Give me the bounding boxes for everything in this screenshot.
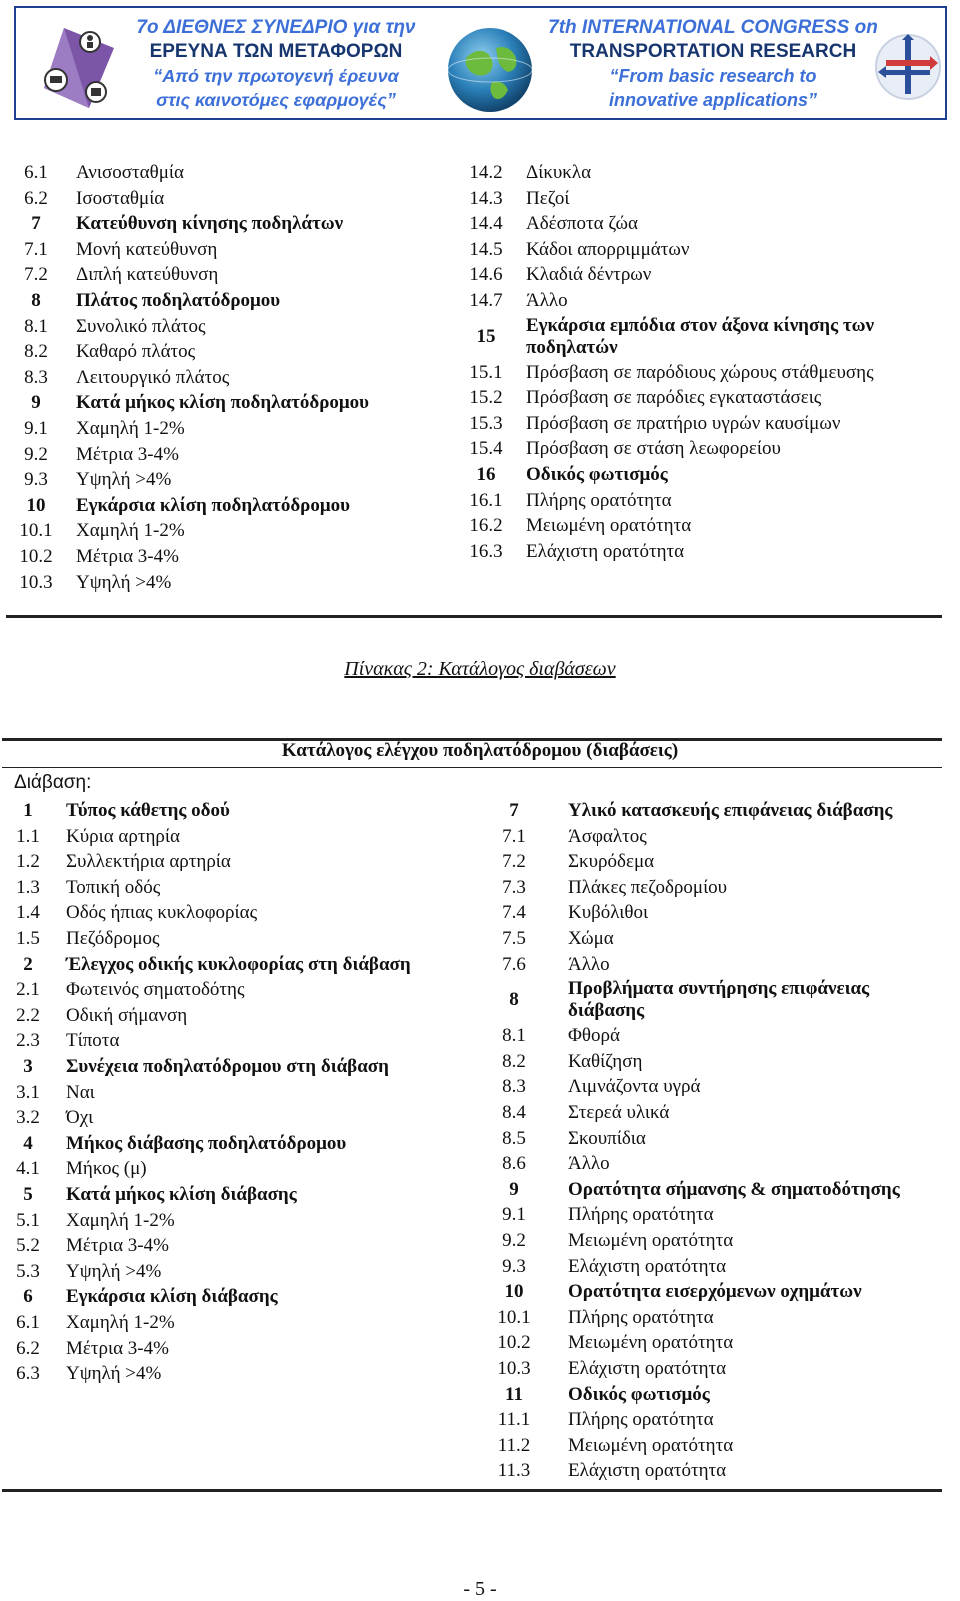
table-row <box>16 262 456 288</box>
row-number: 15.2 <box>469 387 503 409</box>
table-row <box>16 518 456 544</box>
row-number: 11.1 <box>497 1409 531 1431</box>
row-label: Οδική σήμανση <box>66 1004 188 1026</box>
row-number: 1.3 <box>16 876 40 898</box>
table-row <box>466 237 946 263</box>
table-row <box>6 849 486 875</box>
table-row <box>6 1259 486 1285</box>
table-row <box>492 875 952 901</box>
row-label: Τύπος κάθετης οδού <box>66 800 230 821</box>
row-number: 2 <box>23 953 33 975</box>
row-label: Χαμηλή 1-2% <box>66 1209 175 1231</box>
row-number: 1.1 <box>16 825 40 847</box>
congress-logo-icon <box>34 18 126 118</box>
row-number: 8.6 <box>502 1153 526 1175</box>
congress-banner <box>14 6 947 120</box>
row-label: Κύρια αρτηρία <box>66 825 180 847</box>
table-row <box>6 1028 486 1054</box>
table-row <box>6 952 486 978</box>
row-number: 6.2 <box>16 1337 40 1359</box>
table-row <box>492 1023 952 1049</box>
row-number: 3.1 <box>16 1081 40 1103</box>
row-label: Μειωμένη ορατότητα <box>526 515 692 537</box>
row-label: Άλλο <box>568 953 610 975</box>
row-label: Μήκος διάβασης ποδηλατόδρομου <box>66 1132 347 1154</box>
row-label: Συλλεκτήρια αρτηρία <box>66 851 231 873</box>
row-number: 8.1 <box>24 315 48 337</box>
row-number: 14.4 <box>469 213 503 235</box>
row-number: 10 <box>504 1281 524 1303</box>
row-number: 15.4 <box>469 438 503 460</box>
greek-title-line2: ΕΡΕΥΝΑ ΤΩΝ ΜΕΤΑΦΟΡΩΝ <box>149 41 403 62</box>
table-row <box>492 1407 952 1433</box>
row-label: Πλάτος ποδηλατόδρομου <box>76 290 281 311</box>
row-label: Κατεύθυνση κίνησης ποδηλάτων <box>76 213 344 235</box>
row-label: Χαμηλή 1-2% <box>76 520 185 542</box>
table-row <box>16 314 456 340</box>
crossing-label: Διάβαση: <box>14 772 92 793</box>
table-row <box>16 442 456 468</box>
row-number: 16.1 <box>469 489 503 511</box>
table-row <box>492 1279 952 1305</box>
table-row <box>6 1208 486 1234</box>
table-row <box>466 385 946 411</box>
table-row <box>466 262 946 288</box>
table-row <box>466 211 946 237</box>
row-number: 5.1 <box>16 1209 40 1231</box>
row-number: 16 <box>476 464 496 485</box>
table-row <box>492 926 952 952</box>
greek-title-line1: 7ο ΔΙΕΘΝΕΣ ΣΥΝΕΔΡΙΟ για την <box>136 17 416 38</box>
row-number: 14.3 <box>469 187 503 209</box>
row-number: 9 <box>31 392 41 414</box>
row-number: 6.1 <box>24 162 48 183</box>
row-number: 16.2 <box>469 515 503 537</box>
row-number: 8.2 <box>502 1050 526 1072</box>
row-number: 7.2 <box>24 264 48 286</box>
table-row <box>6 1054 486 1080</box>
table-row <box>492 1305 952 1331</box>
table-row <box>492 1074 952 1100</box>
table-row <box>492 1330 952 1356</box>
row-label: Συνολικό πλάτος <box>76 315 206 337</box>
row-number: 8.4 <box>502 1102 526 1123</box>
row-number: 8.2 <box>24 341 48 363</box>
row-label: Κατά μήκος κλίση ποδηλατόδρομου <box>76 392 370 414</box>
row-label: Μονή κατεύθυνση <box>76 238 218 260</box>
row-label-line1: Εγκάρσια εμπόδια στον άξονα κίνησης των <box>526 314 874 336</box>
row-label: Οδικός φωτισμός <box>526 464 668 485</box>
row-number: 9.3 <box>502 1255 526 1277</box>
row-label: Υψηλή >4% <box>66 1260 162 1282</box>
row-number: 1.2 <box>16 851 40 873</box>
row-number: 8.1 <box>502 1025 526 1047</box>
english-subtitle-line2: innovative applications” <box>608 90 818 110</box>
row-label: Στερεά υλικά <box>568 1102 670 1123</box>
row-number: 6 <box>23 1286 33 1308</box>
row-label: Εγκάρσια κλίση διάβασης <box>66 1286 278 1308</box>
row-number: 5.3 <box>16 1260 40 1282</box>
row-number: 8 <box>509 989 519 1011</box>
table-row <box>492 977 952 1023</box>
table-row <box>492 1228 952 1254</box>
table-row <box>466 160 946 186</box>
row-label: Πλήρης ορατότητα <box>568 1306 714 1328</box>
row-number: 10.2 <box>19 546 53 567</box>
greek-subtitle-line1: “Από την πρωτογενή έρευνα <box>153 66 399 86</box>
table-caption: Πίνακας 2: Κατάλογος διαβάσεων <box>344 658 616 680</box>
row-label: Αδέσποτα ζώα <box>526 213 638 235</box>
table-row <box>492 798 952 824</box>
crossing-table-title-rule <box>2 767 942 768</box>
table-row <box>16 493 456 519</box>
row-label: Υψηλή >4% <box>76 469 172 491</box>
row-number: 14.6 <box>469 264 503 286</box>
table-row <box>466 288 946 314</box>
row-number: 2.3 <box>16 1030 40 1052</box>
row-number: 10.1 <box>497 1306 531 1328</box>
row-number: 10 <box>26 494 46 516</box>
table-row <box>6 1131 486 1157</box>
row-number: 7 <box>31 213 41 235</box>
row-label: Μέτρια 3-4% <box>66 1235 169 1257</box>
row-number: 8.3 <box>24 366 48 388</box>
row-number: 10.3 <box>19 571 53 593</box>
row-number: 15 <box>476 325 496 347</box>
table-row <box>492 849 952 875</box>
table-row <box>466 360 946 386</box>
english-subtitle-line1: “From basic research to <box>609 66 817 86</box>
row-label: Κατά μήκος κλίση διάβασης <box>66 1184 297 1205</box>
table-row <box>6 1156 486 1182</box>
row-number: 4 <box>23 1132 33 1154</box>
table-row <box>6 1233 486 1259</box>
table-row <box>16 544 456 570</box>
row-number: 8.5 <box>502 1127 526 1149</box>
table-row <box>16 160 456 186</box>
row-number: 10.2 <box>497 1332 531 1354</box>
row-label: Μειωμένη ορατότητα <box>568 1332 734 1354</box>
row-number: 7.4 <box>502 902 526 924</box>
row-label: Φθορά <box>568 1025 620 1047</box>
row-number: 1 <box>23 800 33 821</box>
table-row <box>466 186 946 212</box>
row-label: Διπλή κατεύθυνση <box>76 264 219 286</box>
row-number: 6.2 <box>24 187 48 209</box>
row-label: Πλήρης ορατότητα <box>568 1409 714 1431</box>
row-label: Λειτουργικό πλάτος <box>76 366 230 388</box>
table-row <box>6 900 486 926</box>
row-number: 5.2 <box>16 1235 40 1257</box>
table-row <box>466 539 946 565</box>
row-label: Πλάκες πεζοδρομίου <box>568 876 728 898</box>
table-row <box>492 1049 952 1075</box>
table-row <box>16 211 456 237</box>
row-label: Μέτρια 3-4% <box>66 1337 169 1359</box>
row-number: 9 <box>509 1178 519 1200</box>
table-row <box>466 411 946 437</box>
row-label: Πεζόδρομος <box>66 928 160 949</box>
row-number: 7.3 <box>502 876 526 898</box>
row-label: Οδικός φωτισμός <box>568 1383 710 1405</box>
table-row <box>6 977 486 1003</box>
transport-sign-icon <box>872 30 944 104</box>
globe-icon <box>444 18 536 118</box>
row-label: Τίποτα <box>66 1030 120 1052</box>
table-row <box>492 1433 952 1459</box>
row-label: Έλεγχος οδικής κυκλοφορίας στη διάβαση <box>66 953 411 975</box>
row-label: Κλαδιά δέντρων <box>526 264 652 286</box>
table-row <box>6 1182 486 1208</box>
row-number: 6.3 <box>16 1363 40 1385</box>
table-row <box>16 288 456 314</box>
row-label: Άλλο <box>568 1153 610 1175</box>
row-number: 2.2 <box>16 1004 40 1026</box>
greek-subtitle-line2: στις καινοτόμες εφαρμογές” <box>156 90 396 110</box>
row-label: Ελάχιστη ορατότητα <box>568 1358 727 1379</box>
row-label: Σκουπίδια <box>568 1127 646 1149</box>
table-row <box>16 390 456 416</box>
table-row <box>16 365 456 391</box>
row-label: Καθαρό πλάτος <box>76 341 196 363</box>
table-row <box>6 1003 486 1029</box>
row-label: Πρόσβαση σε στάση λεωφορείου <box>526 438 781 460</box>
table-row <box>492 1126 952 1152</box>
table-row <box>466 314 946 360</box>
table-row <box>492 1356 952 1382</box>
row-number: 9.2 <box>24 443 48 465</box>
row-label: Άσφαλτος <box>568 825 647 847</box>
row-label: Καθίζηση <box>568 1050 643 1072</box>
row-label-line2: ποδηλατών <box>526 336 618 358</box>
row-label: Τοπική οδός <box>66 876 161 898</box>
row-number: 14.7 <box>469 290 503 311</box>
row-number: 9.1 <box>24 418 48 439</box>
english-title-line1: 7th INTERNATIONAL CONGRESS on <box>548 17 878 38</box>
row-label: Ναι <box>66 1081 95 1103</box>
table-row <box>466 436 946 462</box>
row-number: 8.3 <box>502 1076 526 1098</box>
row-number: 1.4 <box>16 902 40 924</box>
row-label: Άλλο <box>526 290 568 311</box>
table-row <box>492 952 952 978</box>
top-table-bottom-rule <box>6 615 942 618</box>
table-row <box>6 1080 486 1106</box>
row-number: 11.2 <box>497 1434 531 1456</box>
row-number: 4.1 <box>16 1158 40 1180</box>
row-label: Ελάχιστη ορατότητα <box>568 1255 727 1277</box>
row-label: Χαμηλή 1-2% <box>76 418 185 439</box>
table-row <box>492 1151 952 1177</box>
row-label: Λιμνάζοντα υγρά <box>568 1076 701 1098</box>
row-number: 7.1 <box>24 238 48 260</box>
table-row <box>6 1105 486 1131</box>
row-label: Κυβόλιθοι <box>568 902 649 924</box>
row-number: 9.1 <box>502 1204 526 1226</box>
table-row <box>492 900 952 926</box>
table-row <box>492 1100 952 1126</box>
table-row <box>16 416 456 442</box>
row-label: Σκυρόδεμα <box>568 851 655 873</box>
table-row <box>492 1202 952 1228</box>
row-label: Δίκυκλα <box>526 162 592 183</box>
table-row <box>6 875 486 901</box>
row-label: Χαμηλή 1-2% <box>66 1312 175 1333</box>
row-label: Κάδοι απορριμμάτων <box>526 238 690 260</box>
row-label <box>568 978 869 1022</box>
row-number: 9.3 <box>24 469 48 491</box>
row-number: 7.2 <box>502 851 526 873</box>
row-number: 9.2 <box>502 1230 526 1251</box>
row-number: 16.3 <box>469 540 503 562</box>
table-row <box>16 339 456 365</box>
row-label: Οδός ήπιας κυκλοφορίας <box>66 902 258 924</box>
row-label: Πλήρης ορατότητα <box>526 489 672 511</box>
row-number: 5 <box>23 1184 33 1205</box>
row-label: Εγκάρσια κλίση ποδηλατόδρομου <box>76 494 350 516</box>
table-row <box>492 1177 952 1203</box>
row-label: Ορατότητα σήμανσης & σηματοδότησης <box>568 1178 900 1200</box>
row-label: Χώμα <box>568 928 614 949</box>
table-row <box>492 1458 952 1484</box>
table-row <box>6 1284 486 1310</box>
row-label: Μήκος (μ) <box>66 1158 147 1180</box>
row-number: 15.3 <box>469 412 503 434</box>
table-row <box>466 513 946 539</box>
row-number: 14.5 <box>469 238 503 260</box>
row-number: 11 <box>505 1383 523 1405</box>
row-label: Ελάχιστη ορατότητα <box>526 540 685 562</box>
row-label: Πεζοί <box>526 187 570 209</box>
row-number: 11.3 <box>497 1460 531 1482</box>
row-label: Ισοσταθμία <box>76 187 165 209</box>
row-number: 7.5 <box>502 928 526 949</box>
table-row <box>16 237 456 263</box>
table-row <box>6 798 486 824</box>
row-label: Πρόσβαση σε παρόδιους χώρους στάθμευσης <box>526 361 874 383</box>
row-label: Υψηλή >4% <box>66 1363 162 1385</box>
row-label: Μειωμένη ορατότητα <box>568 1230 734 1251</box>
row-label: Μέτρια 3-4% <box>76 443 179 465</box>
row-label: Πρόσβαση σε πρατήριο υγρών καυσίμων <box>526 412 841 434</box>
table-row <box>6 1361 486 1387</box>
table-row <box>16 467 456 493</box>
table-row <box>492 1254 952 1280</box>
row-number: 7.6 <box>502 953 526 975</box>
row-label: Μειωμένη ορατότητα <box>568 1434 734 1456</box>
row-number: 15.1 <box>469 361 503 383</box>
row-label: Μέτρια 3-4% <box>76 546 179 567</box>
row-label: Υλικό κατασκευής επιφάνειας διάβασης <box>568 800 893 821</box>
page-number: - 5 - <box>463 1578 497 1600</box>
row-number: 10.1 <box>19 520 53 542</box>
table-row <box>492 824 952 850</box>
table-row <box>16 186 456 212</box>
row-label: Πλήρης ορατότητα <box>568 1204 714 1226</box>
row-number: 7 <box>509 800 519 821</box>
row-label: Υψηλή >4% <box>76 571 172 593</box>
row-label: Συνέχεια ποδηλατόδρομου στη διάβαση <box>66 1056 389 1077</box>
table-row <box>6 1310 486 1336</box>
row-label: Ορατότητα εισερχόμενων οχημάτων <box>568 1281 862 1303</box>
table-row <box>16 570 456 596</box>
row-label: Ανισοσταθμία <box>76 162 184 183</box>
row-label: Ελάχιστη ορατότητα <box>568 1460 727 1482</box>
crossing-table-bottom-rule <box>2 1489 942 1492</box>
row-label-line1: Προβλήματα συντήρησης επιφάνειας <box>568 978 870 1000</box>
row-number: 3 <box>23 1056 33 1077</box>
row-number: 1.5 <box>16 928 40 949</box>
table-row <box>6 1336 486 1362</box>
table-row <box>492 1382 952 1408</box>
english-title-line2: TRANSPORTATION RESEARCH <box>569 41 857 62</box>
row-label: Φωτεινός σηματοδότης <box>66 979 245 1001</box>
row-number: 8 <box>31 290 41 311</box>
row-number: 6.1 <box>16 1312 40 1333</box>
row-number: 2.1 <box>16 979 40 1001</box>
row-label <box>526 315 874 359</box>
row-label: Όχι <box>66 1107 94 1129</box>
row-number: 14.2 <box>469 162 503 183</box>
table-row <box>6 926 486 952</box>
table-row <box>466 462 946 488</box>
row-label: Πρόσβαση σε παρόδιες εγκαταστάσεις <box>526 387 822 409</box>
table-row <box>6 824 486 850</box>
row-label-line2: διάβασης <box>568 1000 645 1022</box>
row-number: 7.1 <box>502 825 526 847</box>
crossing-table-title: Κατάλογος ελέγχου ποδηλατόδρομου (διαβάσεις) <box>281 740 679 761</box>
row-number: 10.3 <box>497 1358 531 1379</box>
table-row <box>466 488 946 514</box>
row-number: 3.2 <box>16 1107 40 1129</box>
